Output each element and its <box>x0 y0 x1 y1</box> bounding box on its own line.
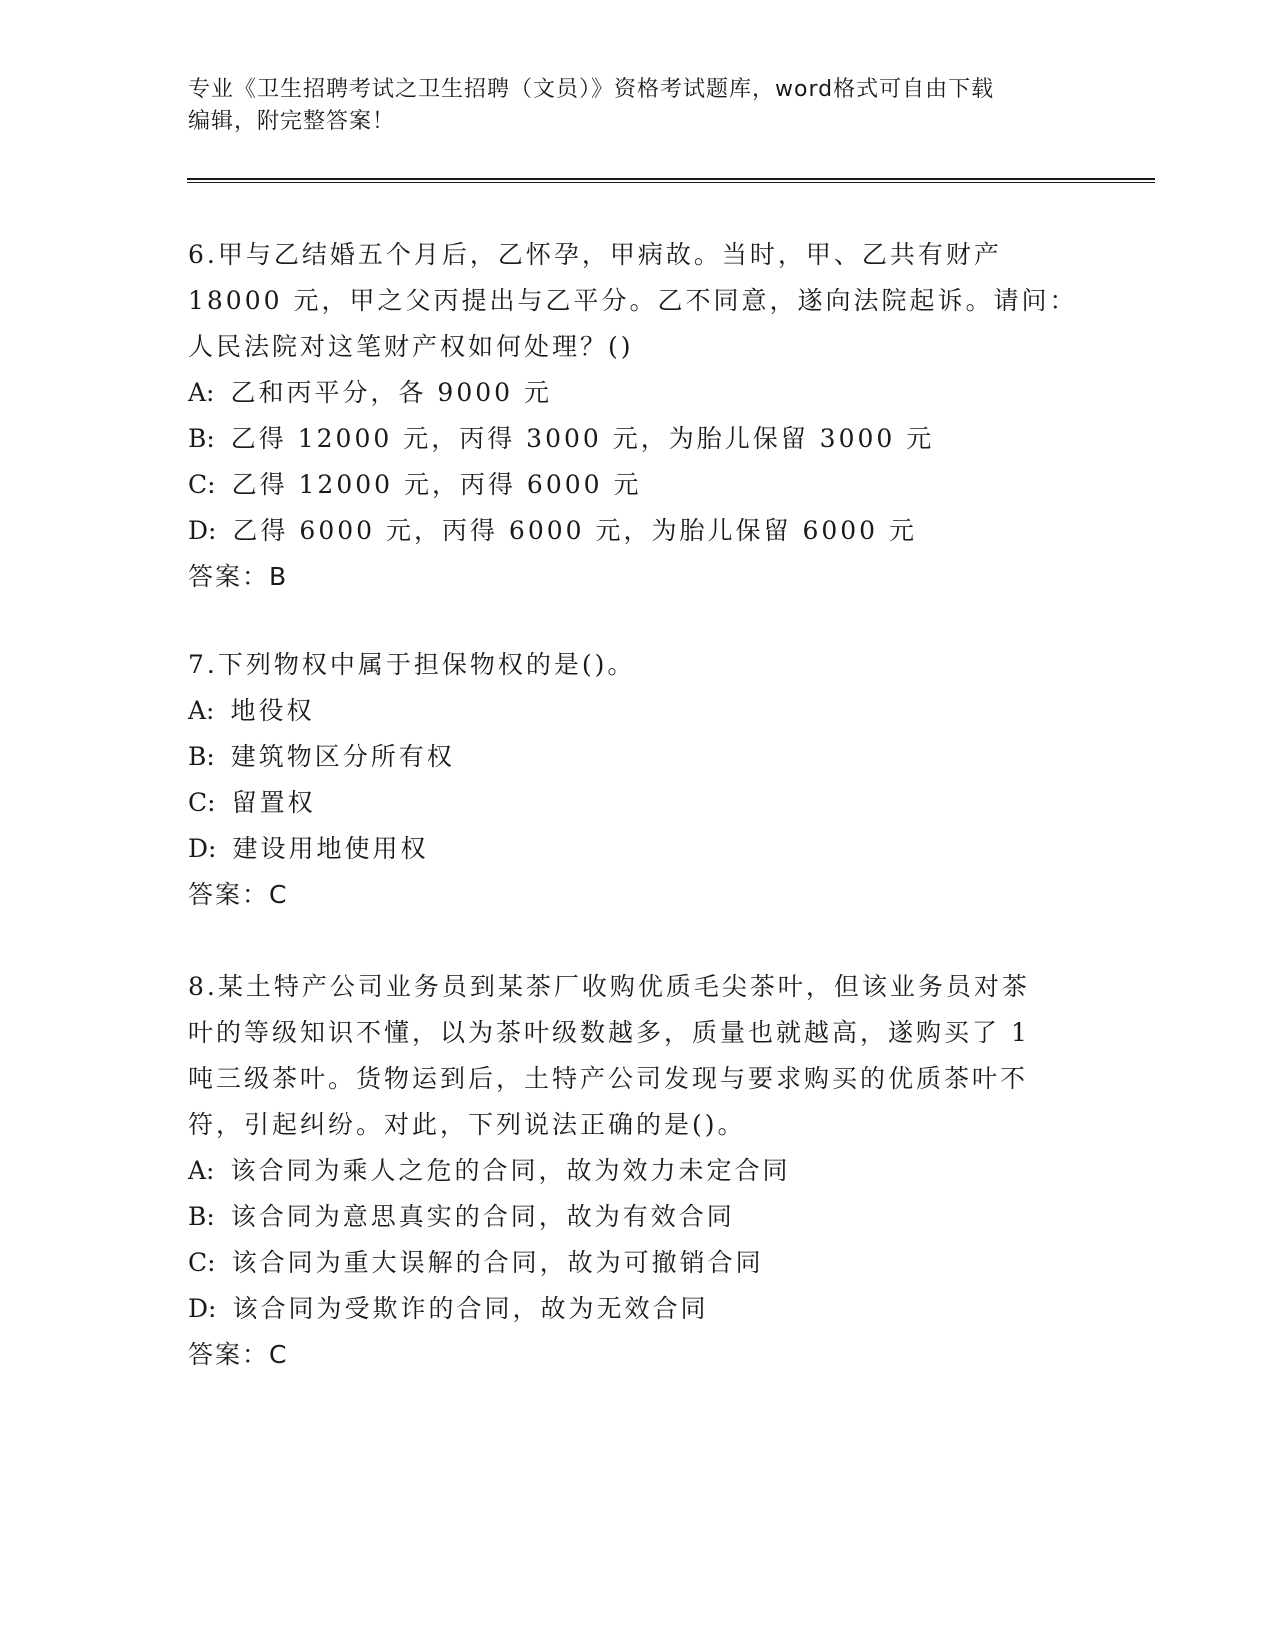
option-a <box>188 1148 1088 1194</box>
option-c <box>188 1240 1088 1286</box>
question-text-line: 吨三级茶叶。货物运到后，土特产公司发现与要求购买的优质茶叶不 <box>188 1064 1029 1093</box>
question-text-line: 叶的等级知识不懂，以为茶叶级数越多，质量也就越高，遂购买了 1 <box>188 1018 1030 1047</box>
option-a <box>188 370 1088 416</box>
option-letter: A: <box>188 696 215 725</box>
option-b <box>188 734 1088 780</box>
header-divider <box>187 182 1155 183</box>
document-header <box>188 74 1088 138</box>
option-text: 地役权 <box>230 696 315 725</box>
option-letter: A: <box>188 378 215 407</box>
header-line: 编辑，附完整答案！ <box>188 109 396 134</box>
answer-line: 答案：B <box>188 562 289 591</box>
option-text: 该合同为乘人之危的合同，故为效力未定合同 <box>230 1156 791 1185</box>
option-a <box>188 688 1088 734</box>
option-text: 该合同为意思真实的合同，故为有效合同 <box>230 1202 735 1231</box>
option-letter: B: <box>188 1202 215 1231</box>
option-letter: A: <box>188 1156 215 1185</box>
answer-line: 答案：C <box>188 880 289 909</box>
option-text: 乙和丙平分，各 9000 元 <box>230 378 553 407</box>
option-d <box>188 508 1088 554</box>
option-letter: C: <box>188 788 216 817</box>
question-text-line: 6.甲与乙结婚五个月后，乙怀孕，甲病故。当时，甲、乙共有财产 <box>188 240 1002 269</box>
option-letter: C: <box>188 470 216 499</box>
option-b <box>188 1194 1088 1240</box>
option-b <box>188 416 1088 462</box>
question-8 <box>188 964 1088 1378</box>
option-text: 建设用地使用权 <box>232 834 429 863</box>
option-letter: D: <box>188 1294 217 1323</box>
question-text-line: 18000 元，甲之父丙提出与乙平分。乙不同意，遂向法院起诉。请问： <box>188 286 1078 315</box>
option-text: 该合同为受欺诈的合同，故为无效合同 <box>232 1294 709 1323</box>
option-text: 乙得 12000 元，丙得 3000 元，为胎儿保留 3000 元 <box>230 424 935 453</box>
question-text-line: 符，引起纠纷。对此，下列说法正确的是()。 <box>188 1110 746 1139</box>
header-line: 专业《卫生招聘考试之卫生招聘（文员）》资格考试题库，word格式可自由下载 <box>188 77 995 102</box>
option-d <box>188 1286 1088 1332</box>
question-text-line: 7.下列物权中属于担保物权的是()。 <box>188 650 636 679</box>
option-letter: D: <box>188 516 217 545</box>
answer-line: 答案：C <box>188 1340 289 1369</box>
option-c <box>188 462 1088 508</box>
question-7 <box>188 642 1088 918</box>
option-text: 该合同为重大误解的合同，故为可撤销合同 <box>231 1248 764 1277</box>
option-text: 乙得 12000 元，丙得 6000 元 <box>231 470 642 499</box>
header-divider <box>187 178 1155 180</box>
option-letter: B: <box>188 742 215 771</box>
option-letter: B: <box>188 424 215 453</box>
question-text-line: 8.某土特产公司业务员到某茶厂收购优质毛尖茶叶，但该业务员对茶 <box>188 972 1030 1001</box>
option-text: 建筑物区分所有权 <box>230 742 455 771</box>
option-c <box>188 780 1088 826</box>
option-letter: D: <box>188 834 217 863</box>
option-text: 留置权 <box>231 788 316 817</box>
option-d <box>188 826 1088 872</box>
option-letter: C: <box>188 1248 216 1277</box>
option-text: 乙得 6000 元，丙得 6000 元，为胎儿保留 6000 元 <box>232 516 918 545</box>
question-text-line: 人民法院对这笔财产权如何处理？() <box>188 332 634 361</box>
question-6 <box>188 232 1088 600</box>
